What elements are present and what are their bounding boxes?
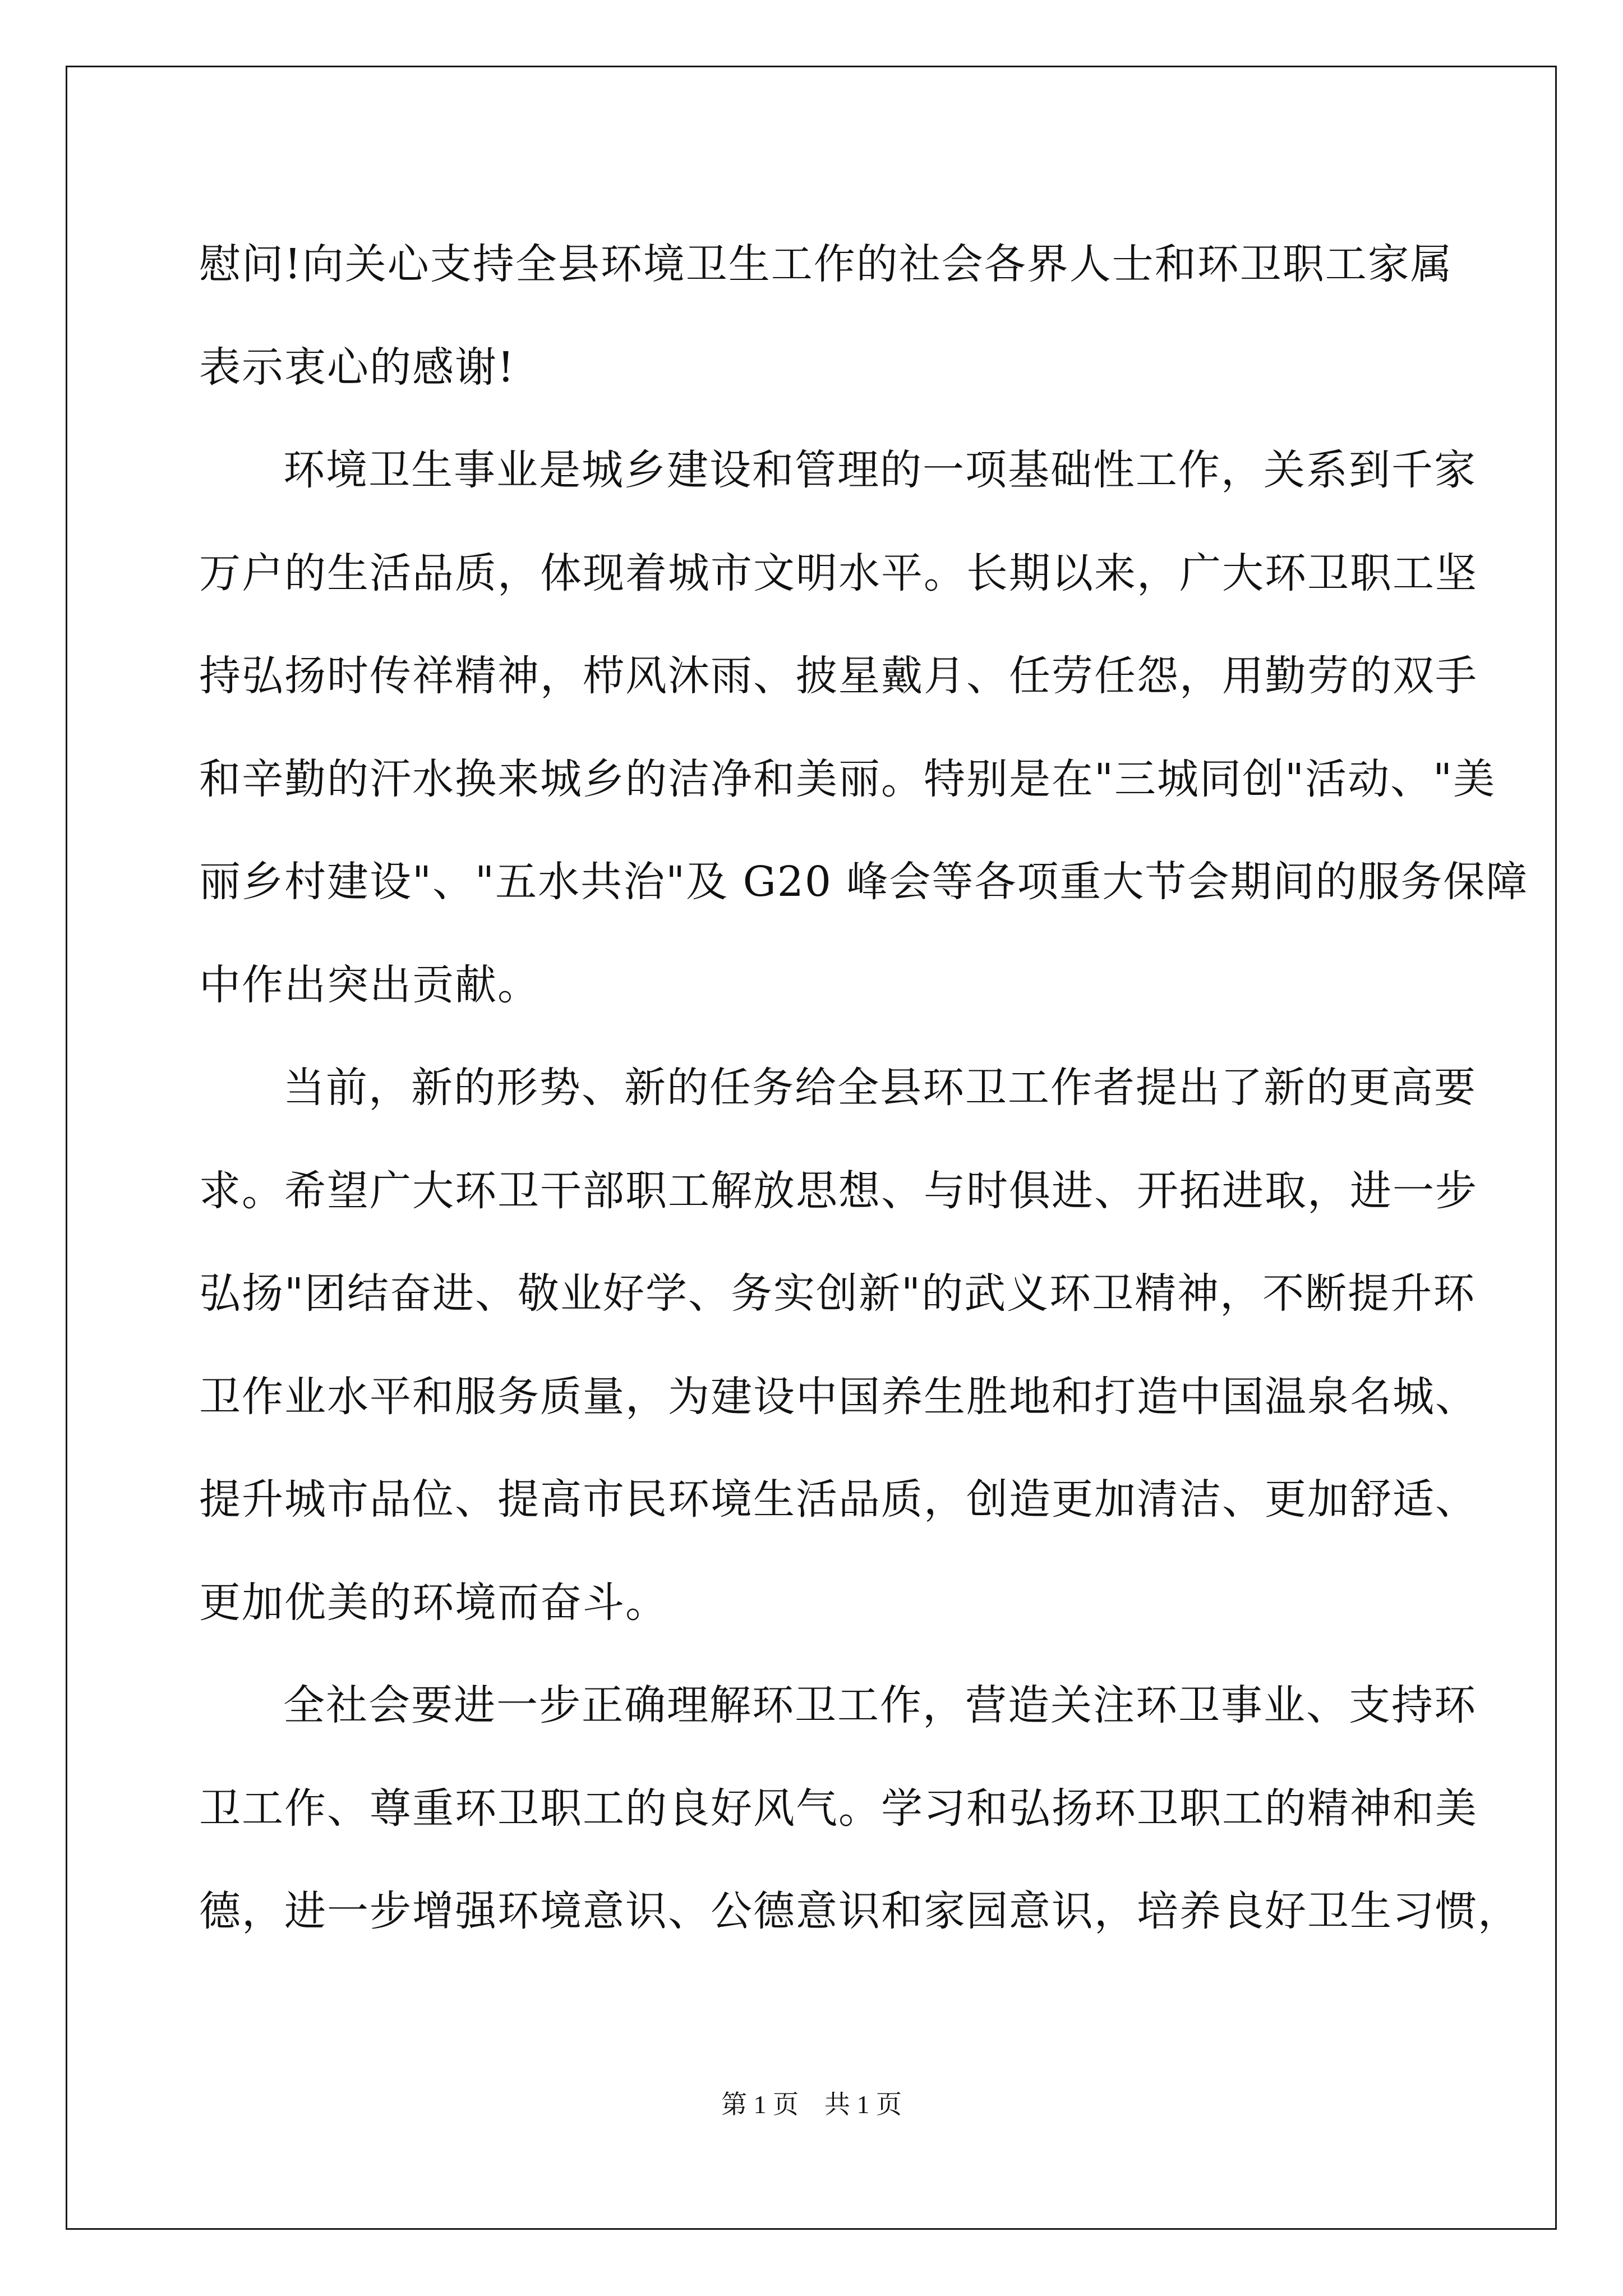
page-number: 第 1 页 共 1 页 <box>721 2090 902 2119</box>
text-line: 提升城市品位、提高市民环境生活品质，创造更加清洁、更加舒适、 <box>199 1475 1478 1524</box>
text-line: 丽乡村建设"、"五水共治"及 G20 峰会等各项重大节会期间的服务保障 <box>199 858 1529 906</box>
text-line: 环境卫生事业是城乡建设和管理的一项基础性工作，关系到千家 <box>283 446 1477 494</box>
text-line: 卫作业水平和服务质量，为建设中国养生胜地和打造中国温泉名城、 <box>199 1372 1478 1421</box>
text-line: 德，进一步增强环境意识、公德意识和家园意识，培养良好卫生习惯， <box>199 1887 1520 1935</box>
text-line: 更加优美的环境而奋斗。 <box>199 1578 668 1627</box>
text-line: 万户的生活品质，体现着城市文明水平。长期以来，广大环卫职工坚 <box>199 549 1478 597</box>
text-line: 卫工作、尊重环卫职工的良好风气。学习和弘扬环卫职工的精神和美 <box>199 1784 1478 1833</box>
text-line: 慰问!向关心支持全县环境卫生工作的社会各界人士和环卫职工家属 <box>199 240 1453 288</box>
page-footer <box>0 2084 1623 2121</box>
text-line: 当前，新的形势、新的任务给全县环卫工作者提出了新的更高要 <box>283 1064 1477 1112</box>
text-line: 中作出突出贡献。 <box>199 960 540 1009</box>
text-line: 持弘扬时传祥精神，栉风沐雨、披星戴月、任劳任怨，用勤劳的双手 <box>199 652 1478 700</box>
text-line: 全社会要进一步正确理解环卫工作，营造关注环卫事业、支持环 <box>283 1681 1477 1729</box>
text-line: 和辛勤的汗水换来城乡的洁净和美丽。特别是在"三城同创"活动、"美 <box>199 754 1496 803</box>
document-body <box>199 213 1529 1963</box>
text-line: 求。希望广大环卫干部职工解放思想、与时俱进、开拓进取，进一步 <box>199 1166 1478 1215</box>
text-line: 弘扬"团结奋进、敬业好学、务实创新"的武义环卫精神，不断提升环 <box>199 1269 1476 1318</box>
text-line: 表示衷心的感谢! <box>199 343 515 392</box>
